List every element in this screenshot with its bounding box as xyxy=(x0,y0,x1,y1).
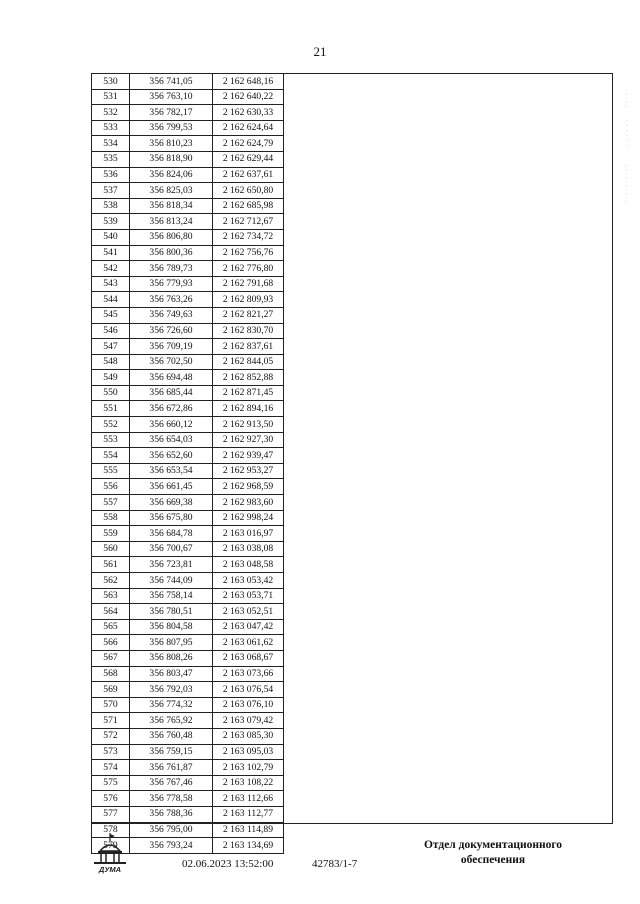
table-row xyxy=(92,401,284,417)
table-row xyxy=(92,557,284,573)
point-number-cell: 552 xyxy=(92,417,130,433)
y-coordinate-cell: 2 162 837,61 xyxy=(213,339,284,355)
y-coordinate-cell: 2 163 085,30 xyxy=(213,728,284,744)
point-number-cell: 555 xyxy=(92,463,130,479)
y-coordinate-cell: 2 163 114,89 xyxy=(213,822,284,838)
y-coordinate-cell: 2 163 048,58 xyxy=(213,557,284,573)
y-coordinate-cell: 2 163 053,71 xyxy=(213,588,284,604)
x-coordinate-cell: 356 813,24 xyxy=(130,214,213,230)
x-coordinate-cell: 356 808,26 xyxy=(130,650,213,666)
point-number-cell: 554 xyxy=(92,448,130,464)
y-coordinate-cell: 2 162 630,33 xyxy=(213,105,284,121)
table-row xyxy=(92,167,284,183)
table-row xyxy=(92,713,284,729)
logo-text: ДУМА xyxy=(98,865,122,874)
point-number-cell: 577 xyxy=(92,806,130,822)
x-coordinate-cell: 356 810,23 xyxy=(130,136,213,152)
table-row xyxy=(92,479,284,495)
point-number-cell: 567 xyxy=(92,650,130,666)
table-row xyxy=(92,354,284,370)
point-number-cell: 545 xyxy=(92,307,130,323)
point-number-cell: 538 xyxy=(92,198,130,214)
y-coordinate-cell: 2 163 038,08 xyxy=(213,541,284,557)
x-coordinate-cell: 356 782,17 xyxy=(130,105,213,121)
y-coordinate-cell: 2 163 052,51 xyxy=(213,604,284,620)
point-number-cell: 539 xyxy=(92,214,130,230)
table-row xyxy=(92,261,284,277)
point-number-cell: 540 xyxy=(92,229,130,245)
point-number-cell: 543 xyxy=(92,276,130,292)
y-coordinate-cell: 2 163 068,67 xyxy=(213,650,284,666)
table-row xyxy=(92,806,284,822)
point-number-cell: 564 xyxy=(92,604,130,620)
table-row xyxy=(92,775,284,791)
y-coordinate-cell: 2 162 998,24 xyxy=(213,510,284,526)
x-coordinate-cell: 356 653,54 xyxy=(130,463,213,479)
x-coordinate-cell: 356 799,53 xyxy=(130,120,213,136)
point-number-cell: 563 xyxy=(92,588,130,604)
y-coordinate-cell: 2 162 809,93 xyxy=(213,292,284,308)
point-number-cell: 542 xyxy=(92,261,130,277)
y-coordinate-cell: 2 162 821,27 xyxy=(213,307,284,323)
y-coordinate-cell: 2 163 112,77 xyxy=(213,806,284,822)
point-number-cell: 535 xyxy=(92,151,130,167)
x-coordinate-cell: 356 761,87 xyxy=(130,760,213,776)
point-number-cell: 548 xyxy=(92,354,130,370)
point-number-cell: 531 xyxy=(92,89,130,105)
point-number-cell: 558 xyxy=(92,510,130,526)
duma-logo-icon xyxy=(88,831,132,875)
point-number-cell: 574 xyxy=(92,760,130,776)
y-coordinate-cell: 2 162 776,80 xyxy=(213,261,284,277)
table-row xyxy=(92,292,284,308)
footer-org-line-1: Отдел документационного xyxy=(423,839,563,851)
y-coordinate-cell: 2 162 830,70 xyxy=(213,323,284,339)
y-coordinate-cell: 2 162 953,27 xyxy=(213,463,284,479)
point-number-cell: 544 xyxy=(92,292,130,308)
point-number-cell: 565 xyxy=(92,619,130,635)
y-coordinate-cell: 2 163 047,42 xyxy=(213,619,284,635)
point-number-cell: 551 xyxy=(92,401,130,417)
point-number-cell: 530 xyxy=(92,74,130,90)
table-row xyxy=(92,183,284,199)
y-coordinate-cell: 2 163 053,42 xyxy=(213,573,284,589)
x-coordinate-cell: 356 804,58 xyxy=(130,619,213,635)
x-coordinate-cell: 356 774,32 xyxy=(130,697,213,713)
x-coordinate-cell: 356 702,50 xyxy=(130,354,213,370)
x-coordinate-cell: 356 741,05 xyxy=(130,74,213,90)
table-row xyxy=(92,74,284,90)
y-coordinate-cell: 2 162 650,80 xyxy=(213,183,284,199)
table-row xyxy=(92,417,284,433)
x-coordinate-cell: 356 803,47 xyxy=(130,666,213,682)
x-coordinate-cell: 356 654,03 xyxy=(130,432,213,448)
x-coordinate-cell: 356 661,45 xyxy=(130,479,213,495)
x-coordinate-cell: 356 675,80 xyxy=(130,510,213,526)
x-coordinate-cell: 356 723,81 xyxy=(130,557,213,573)
x-coordinate-cell: 356 760,48 xyxy=(130,728,213,744)
x-coordinate-cell: 356 800,36 xyxy=(130,245,213,261)
y-coordinate-cell: 2 163 108,22 xyxy=(213,775,284,791)
x-coordinate-cell: 356 780,51 xyxy=(130,604,213,620)
x-coordinate-cell: 356 759,15 xyxy=(130,744,213,760)
table-row xyxy=(92,385,284,401)
y-coordinate-cell: 2 163 076,54 xyxy=(213,682,284,698)
point-number-cell: 557 xyxy=(92,495,130,511)
y-coordinate-cell: 2 162 939,47 xyxy=(213,448,284,464)
x-coordinate-cell: 356 788,36 xyxy=(130,806,213,822)
y-coordinate-cell: 2 162 913,50 xyxy=(213,417,284,433)
table-row xyxy=(92,682,284,698)
x-coordinate-cell: 356 825,03 xyxy=(130,183,213,199)
footer-organization xyxy=(398,838,588,868)
table-row xyxy=(92,323,284,339)
x-coordinate-cell: 356 700,67 xyxy=(130,541,213,557)
table-row xyxy=(92,245,284,261)
point-number-cell: 559 xyxy=(92,526,130,542)
table-row xyxy=(92,448,284,464)
x-coordinate-cell: 356 765,92 xyxy=(130,713,213,729)
point-number-cell: 549 xyxy=(92,370,130,386)
point-number-cell: 568 xyxy=(92,666,130,682)
y-coordinate-cell: 2 162 624,64 xyxy=(213,120,284,136)
point-number-cell: 532 xyxy=(92,105,130,121)
y-coordinate-cell: 2 162 791,68 xyxy=(213,276,284,292)
table-row xyxy=(92,151,284,167)
table-row xyxy=(92,105,284,121)
y-coordinate-cell: 2 163 112,66 xyxy=(213,791,284,807)
y-coordinate-cell: 2 162 637,61 xyxy=(213,167,284,183)
x-coordinate-cell: 356 672,86 xyxy=(130,401,213,417)
table-row xyxy=(92,229,284,245)
table-row xyxy=(92,276,284,292)
footer-org-line-2: обеспечения xyxy=(460,854,526,866)
table-row xyxy=(92,339,284,355)
point-number-cell: 562 xyxy=(92,573,130,589)
y-coordinate-cell: 2 162 734,72 xyxy=(213,229,284,245)
point-number-cell: 553 xyxy=(92,432,130,448)
x-coordinate-cell: 356 684,78 xyxy=(130,526,213,542)
table-row xyxy=(92,526,284,542)
x-coordinate-cell: 356 652,60 xyxy=(130,448,213,464)
table-row xyxy=(92,604,284,620)
x-coordinate-cell: 356 758,14 xyxy=(130,588,213,604)
y-coordinate-cell: 2 163 102,79 xyxy=(213,760,284,776)
y-coordinate-cell: 2 163 095,03 xyxy=(213,744,284,760)
table-row xyxy=(92,666,284,682)
footer-date: 02.06.2023 13:52:00 xyxy=(182,858,274,870)
x-coordinate-cell: 356 749,63 xyxy=(130,307,213,323)
scan-edge-marks xyxy=(624,90,630,210)
x-coordinate-cell: 356 807,95 xyxy=(130,635,213,651)
table-row xyxy=(92,510,284,526)
table-row xyxy=(92,650,284,666)
table-row xyxy=(92,541,284,557)
point-number-cell: 537 xyxy=(92,183,130,199)
x-coordinate-cell: 356 795,00 xyxy=(130,822,213,838)
table-row xyxy=(92,744,284,760)
point-number-cell: 566 xyxy=(92,635,130,651)
table-row xyxy=(92,588,284,604)
point-number-cell: 547 xyxy=(92,339,130,355)
footer-registration-number: 42783/1-7 xyxy=(312,858,358,870)
x-coordinate-cell: 356 824,06 xyxy=(130,167,213,183)
x-coordinate-cell: 356 660,12 xyxy=(130,417,213,433)
point-number-cell: 550 xyxy=(92,385,130,401)
table-row xyxy=(92,728,284,744)
y-coordinate-cell: 2 162 640,22 xyxy=(213,89,284,105)
x-coordinate-cell: 356 685,44 xyxy=(130,385,213,401)
point-number-cell: 579 xyxy=(92,838,130,854)
x-coordinate-cell: 356 767,46 xyxy=(130,775,213,791)
table-row xyxy=(92,214,284,230)
point-number-cell: 533 xyxy=(92,120,130,136)
y-coordinate-cell: 2 163 076,10 xyxy=(213,697,284,713)
x-coordinate-cell: 356 694,48 xyxy=(130,370,213,386)
y-coordinate-cell: 2 162 983,60 xyxy=(213,495,284,511)
point-number-cell: 576 xyxy=(92,791,130,807)
table-row xyxy=(92,120,284,136)
y-coordinate-cell: 2 162 871,45 xyxy=(213,385,284,401)
y-coordinate-cell: 2 162 852,88 xyxy=(213,370,284,386)
y-coordinate-cell: 2 162 629,44 xyxy=(213,151,284,167)
x-coordinate-cell: 356 778,58 xyxy=(130,791,213,807)
y-coordinate-cell: 2 162 624,79 xyxy=(213,136,284,152)
x-coordinate-cell: 356 818,90 xyxy=(130,151,213,167)
x-coordinate-cell: 356 806,80 xyxy=(130,229,213,245)
x-coordinate-cell: 356 669,38 xyxy=(130,495,213,511)
y-coordinate-cell: 2 162 968,59 xyxy=(213,479,284,495)
point-number-cell: 534 xyxy=(92,136,130,152)
x-coordinate-cell: 356 792,03 xyxy=(130,682,213,698)
point-number-cell: 536 xyxy=(92,167,130,183)
point-number-cell: 575 xyxy=(92,775,130,791)
y-coordinate-cell: 2 162 894,16 xyxy=(213,401,284,417)
x-coordinate-cell: 356 709,19 xyxy=(130,339,213,355)
y-coordinate-cell: 2 163 079,42 xyxy=(213,713,284,729)
coordinates-table xyxy=(91,73,284,854)
y-coordinate-cell: 2 162 927,30 xyxy=(213,432,284,448)
y-coordinate-cell: 2 163 061,62 xyxy=(213,635,284,651)
point-number-cell: 556 xyxy=(92,479,130,495)
point-number-cell: 570 xyxy=(92,697,130,713)
x-coordinate-cell: 356 818,34 xyxy=(130,198,213,214)
table-row xyxy=(92,697,284,713)
y-coordinate-cell: 2 162 685,98 xyxy=(213,198,284,214)
point-number-cell: 569 xyxy=(92,682,130,698)
table-row xyxy=(92,760,284,776)
point-number-cell: 541 xyxy=(92,245,130,261)
y-coordinate-cell: 2 162 648,16 xyxy=(213,74,284,90)
point-number-cell: 546 xyxy=(92,323,130,339)
table-row xyxy=(92,635,284,651)
coordinates-table-body xyxy=(92,74,284,854)
point-number-cell: 560 xyxy=(92,541,130,557)
table-row xyxy=(92,370,284,386)
page-number: 21 xyxy=(313,44,327,59)
x-coordinate-cell: 356 793,24 xyxy=(130,838,213,854)
table-row xyxy=(92,463,284,479)
point-number-cell: 571 xyxy=(92,713,130,729)
table-row xyxy=(92,791,284,807)
y-coordinate-cell: 2 162 712,67 xyxy=(213,214,284,230)
y-coordinate-cell: 2 162 844,05 xyxy=(213,354,284,370)
point-number-cell: 572 xyxy=(92,728,130,744)
table-row xyxy=(92,307,284,323)
x-coordinate-cell: 356 744,09 xyxy=(130,573,213,589)
point-number-cell: 578 xyxy=(92,822,130,838)
point-number-cell: 573 xyxy=(92,744,130,760)
table-row xyxy=(92,198,284,214)
y-coordinate-cell: 2 163 073,66 xyxy=(213,666,284,682)
x-coordinate-cell: 356 726,60 xyxy=(130,323,213,339)
table-row xyxy=(92,619,284,635)
table-row xyxy=(92,432,284,448)
y-coordinate-cell: 2 162 756,76 xyxy=(213,245,284,261)
x-coordinate-cell: 356 789,73 xyxy=(130,261,213,277)
table-row xyxy=(92,89,284,105)
x-coordinate-cell: 356 763,10 xyxy=(130,89,213,105)
table-row xyxy=(92,136,284,152)
x-coordinate-cell: 356 779,93 xyxy=(130,276,213,292)
y-coordinate-cell: 2 163 134,69 xyxy=(213,838,284,854)
table-row xyxy=(92,573,284,589)
point-number-cell: 561 xyxy=(92,557,130,573)
x-coordinate-cell: 356 763,26 xyxy=(130,292,213,308)
y-coordinate-cell: 2 163 016,97 xyxy=(213,526,284,542)
table-row xyxy=(92,495,284,511)
